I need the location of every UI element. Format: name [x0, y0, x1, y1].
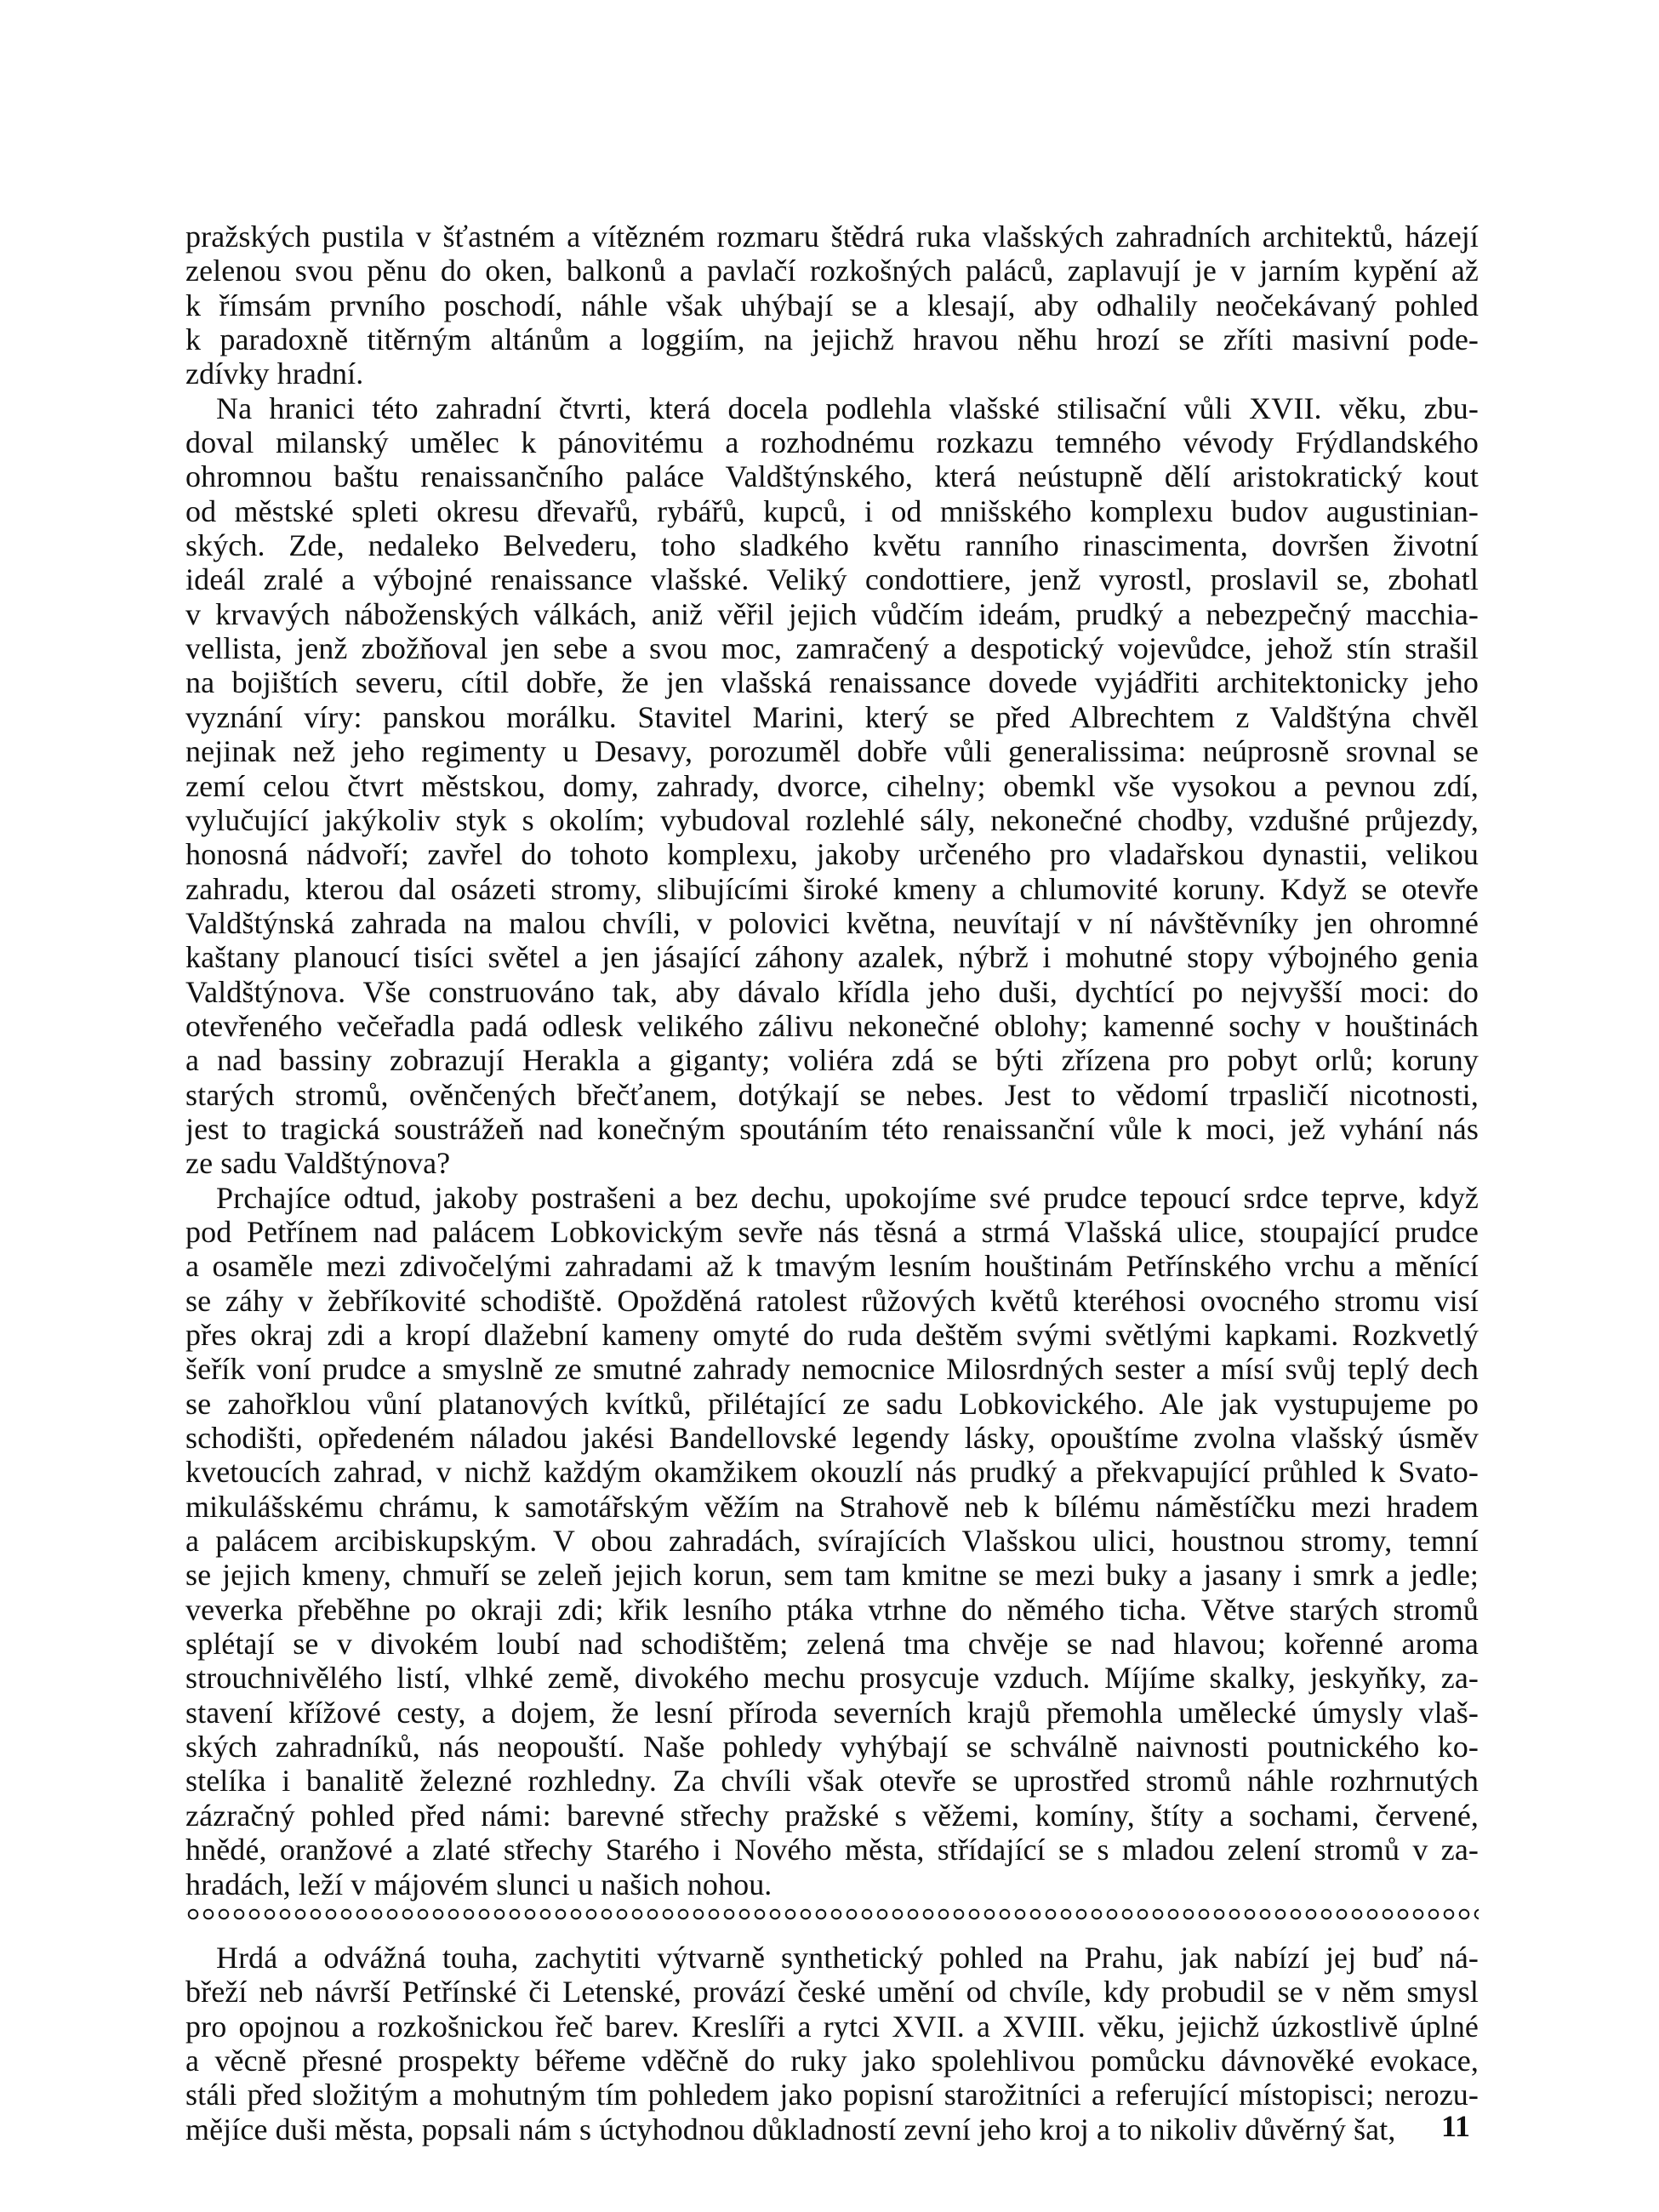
- text-line: jest to tragická soustrážeň nad konečným spoutáním této renaissanční vůle k moci, jež vyhání nás: [185, 1111, 1479, 1146]
- text-line: ských. Zde, nedaleko Belvederu, toho sladkého květu ranního rinascimenta, dovršen životní: [185, 528, 1479, 563]
- paragraph-3: [185, 1181, 1479, 1901]
- text-line: Valdštýnova. Vše construováno tak, aby dávalo křídla jeho duši, dychtící po nejvyšší moci: do: [185, 974, 1479, 1009]
- text-line: veverka přeběhne po okraji zdi; křik lesního ptáka vtrhne do němého ticha. Větve starých stromů: [185, 1592, 1479, 1627]
- text-line: břeží neb návrší Petřínské či Letenské, provází české umění od chvíle, kdy probudil se v něm smysl: [185, 1975, 1479, 2010]
- text-line: Prchajíce odtud, jakoby postrašeni a bez dechu, upokojíme své prudce tepoucí srdce teprve, když: [216, 1180, 1479, 1215]
- text-line: splétají se v divokém loubí nad schodištěm; zelená tma chvěje se nad hlavou; kořenné aroma: [185, 1627, 1479, 1662]
- text-line: přes okraj zdi a kropí dlažební kameny omyté do ruda deštěm svými světlými kapkami. Rozkvetlý: [185, 1318, 1479, 1352]
- text-line: zelenou svou pěnu do oken, balkonů a pavlačí rozkošných paláců, zaplavují je v jarním kypění až: [185, 254, 1479, 288]
- text-line: se jejich kmeny, chmuří se zeleň jejich korun, sem tam kmitne se mezi buky a jasany i smrk a jedle;: [185, 1558, 1479, 1593]
- text-line: zemí celou čtvrt městskou, domy, zahrady, dvorce, cihelny; obemkl vše vysokou a pevnou zdí,: [185, 768, 1479, 803]
- text-line: hradách, leží v májovém slunci u našich nohou.: [185, 1867, 772, 1901]
- text-line: pro opojnou a rozkošnickou řeč barev. Kreslíři a rytci XVII. a XVIII. věku, jejichž úzkostlivě úplné: [185, 2009, 1479, 2044]
- text-line: k paradoxně titěrným altánům a loggiím, na jejichž hravou něhu hrozí se zříti masivní pode-: [185, 322, 1479, 357]
- text-line: pražských pustila v šťastném a vítězném rozmaru štědrá ruka vlašských zahradních architektů, házejí: [185, 219, 1479, 254]
- text-line: šeřík voní prudce a smyslně ze smutné zahrady nemocnice Milosrdných sester a mísí svůj teplý dech: [185, 1352, 1479, 1387]
- text-line: kvetoucích zahrad, v nichž každým okamžikem okouzlí nás prudký a překvapující průhled k Svato-: [185, 1455, 1479, 1490]
- text-line: ideál zralé a výbojné renaissance vlašské. Veliký condottiere, jenž vyrostl, proslavil se, zbohatl: [185, 562, 1479, 597]
- text-line: k římsám prvního poschodí, náhle však uhýbají se a klesají, aby odhalily neočekávaný pohled: [185, 288, 1479, 322]
- text-line: a nad bassiny zobrazují Herakla a giganty; voliéra zdá se býti zřízena pro pobyt orlů; koruny: [185, 1043, 1479, 1078]
- text-line: ze sadu Valdštýnova?: [185, 1146, 451, 1181]
- paragraph-2: [185, 391, 1479, 1181]
- text-line: od městské spleti okresu dřevařů, rybářů, kupců, i od mnišského komplexu budov augustinian-: [185, 493, 1479, 528]
- text-line: se zahořklou vůní platanových kvítků, přilétající ze sadu Lobkovického. Ale jak vystupujeme po: [185, 1386, 1479, 1421]
- text-line: mikulášskému chrámu, k samotářským věžím na Strahově neb k bílému náměstíčku mezi hradem: [185, 1489, 1479, 1524]
- text-line: schodišti, opředeném náladou jakési Bandellovské legendy lásky, opouštíme zvolna vlašský úsměv: [185, 1421, 1479, 1456]
- page-number: 11: [1440, 2109, 1470, 2143]
- text-line: stavení křížové cesty, a dojem, že lesní příroda severních krajů přemohla umělecké úmysly vlaš-: [185, 1695, 1479, 1730]
- text-line: kaštany planoucí tisíci světel a jen jásající záhony azalek, nýbrž i mohutné stopy výbojného genia: [185, 940, 1479, 975]
- text-line: a palácem arcibiskupským. V obou zahradách, svírajících Vlašskou ulici, houstnou stromy, temní: [185, 1524, 1479, 1559]
- text-line: a věcně přesné prospekty béřeme vděčně do ruky jako spolehlivou pomůcku dávnověké evokace,: [185, 2043, 1479, 2078]
- ornamental-divider: [185, 1908, 1479, 1920]
- text-line: vellista, jenž zbožňoval jen sebe a svou moc, zamračený a despotický vojevůdce, jehož stín strašil: [185, 631, 1479, 666]
- text-line: stelíka i banalitě železné rozhledny. Za chvíli však otevře se uprostřed stromů náhle rozhrnutých: [185, 1764, 1479, 1799]
- text-line: stáli před složitým a mohutným tím pohledem jako popisní starožitníci a referující místopisci; nerozu-: [185, 2078, 1479, 2112]
- paragraph-4: [185, 1941, 1479, 2146]
- text-line: na bojištích severu, cítil dobře, že jen vlašská renaissance dovede vyjádřiti architektonicky jeho: [185, 665, 1479, 700]
- text-line: honosná nádvoří; zavřel do tohoto komplexu, jakoby určeného pro vladařskou dynastii, velikou: [185, 837, 1479, 872]
- text-line: hnědé, oranžové a zlaté střechy Starého i Nového města, střídající se s mladou zelení stromů v za-: [185, 1833, 1479, 1867]
- text-line: pod Petřínem nad palácem Lobkovickým sevře nás těsná a strmá Vlašská ulice, stoupající prudce: [185, 1214, 1479, 1249]
- text-line: zdívky hradní.: [185, 356, 364, 391]
- text-line: v krvavých náboženských válkách, aniž věřil jejich vůdčím ideám, prudký a nebezpečný macchia-: [185, 596, 1479, 631]
- text-line: zázračný pohled před námi: barevné střechy pražské s věžemi, komíny, štíty a sochami, červené,: [185, 1798, 1479, 1833]
- text-line: Valdštýnská zahrada na malou chvíli, v polovici května, neuvítají v ní návštěvníky jen ohromné: [185, 905, 1479, 940]
- page-body: [185, 219, 1479, 2146]
- text-line: ohromnou baštu renaissančního paláce Valdštýnského, která neústupně dělí aristokratický kout: [185, 459, 1479, 494]
- text-line: otevřeného večeřadla padá odlesk velikého zálivu nekonečné oblohy; kamenné sochy v houštinách: [185, 1008, 1479, 1043]
- text-line: doval milanský umělec k pánovitému a rozhodnému rozkazu temného vévody Frýdlandského: [185, 425, 1479, 460]
- text-line: zahradu, kterou dal osázeti stromy, slibujícími široké kmeny a chlumovité koruny. Když se otevře: [185, 871, 1479, 906]
- text-line: nejinak než jeho regimenty u Desavy, porozuměl dobře vůli generalissima: neúprosně srovnal se: [185, 734, 1479, 769]
- text-line: a osaměle mezi zdivočelými zahradami až k tmavým lesním houštinám Petřínského vrchu a měnící: [185, 1249, 1479, 1284]
- text-line: vyznání víry: panskou morálku. Stavitel Marini, který se před Albrechtem z Valdštýna chvěl: [185, 699, 1479, 734]
- text-line: starých stromů, ověnčených břečťanem, dotýkají se nebes. Jest to vědomí trpasličí nicotnosti,: [185, 1077, 1479, 1112]
- text-line: strouchnivělého listí, vlhké země, divokého mechu prosycuje vzduch. Míjíme skalky, jeskyňky, za-: [185, 1661, 1479, 1696]
- text-line: vylučující jakýkoliv styk s okolím; vybudoval rozlehlé sály, nekonečné chodby, vzdušné průjezdy,: [185, 802, 1479, 837]
- paragraph-1: [185, 219, 1479, 391]
- text-line: Hrdá a odvážná touha, zachytiti výtvarně synthetický pohled na Prahu, jak nabízí jej buď ná-: [216, 1940, 1479, 1975]
- text-line: mějíce duši města, popsali nám s úctyhodnou důkladností zevní jeho kroj a to nikoliv důvěrný šat,: [185, 2112, 1396, 2146]
- text-line: se záhy v žebříkovité schodiště. Opožděná ratolest růžových květů kteréhosi ovocného stromu visí: [185, 1283, 1479, 1318]
- text-line: ských zahradníků, nás neopouští. Naše pohledy vyhýbají se schválně naivnosti poutnického ko-: [185, 1730, 1479, 1764]
- text-line: Na hranici této zahradní čtvrti, která docela podlehla vlašské stilisační vůli XVII. věku, zbu-: [216, 391, 1479, 425]
